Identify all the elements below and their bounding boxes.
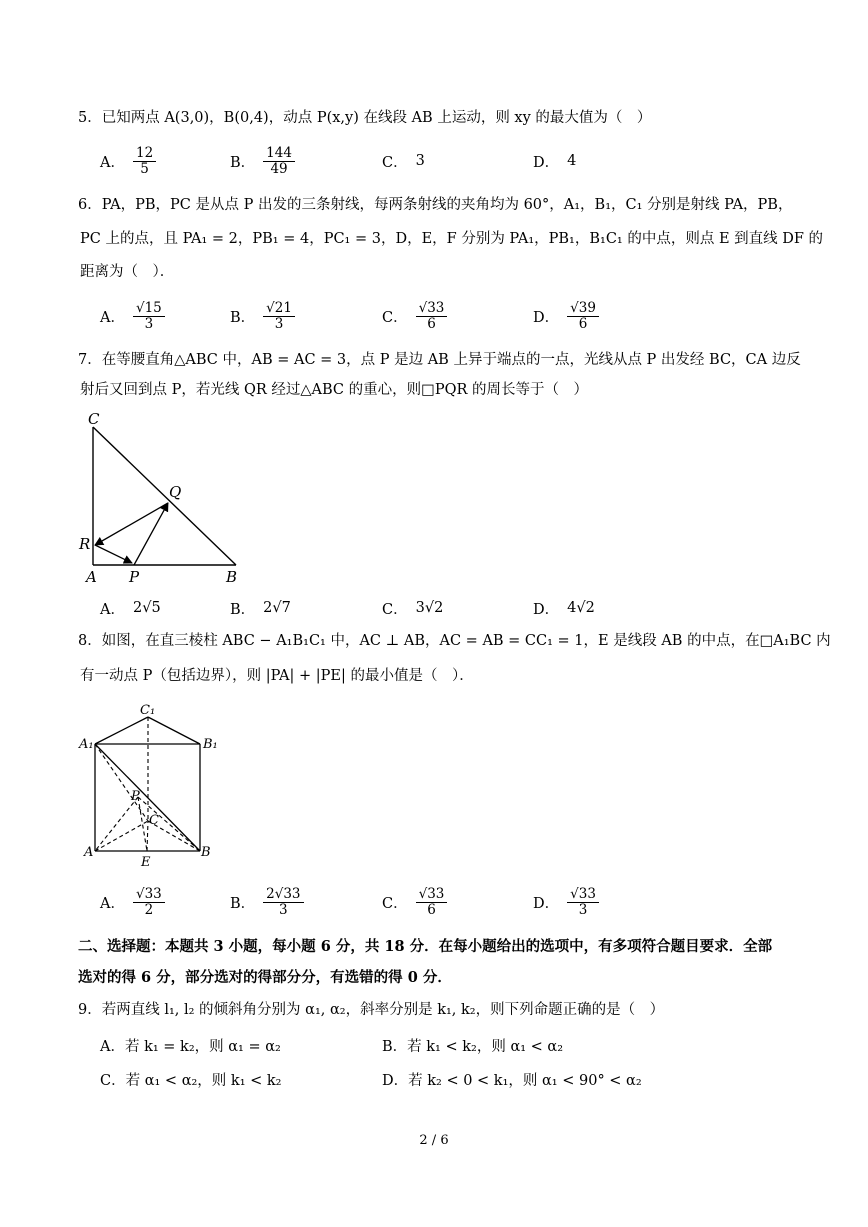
q5-option-c: C． 3 bbox=[382, 153, 425, 171]
q9-option-c: C．若 α₁ < α₂，则 k₁ < k₂ bbox=[100, 1073, 282, 1089]
q7-line1: 7．在等腰直角△ABC 中，AB = AC = 3，点 P 是边 AB 上异于端点的一点，光线从点 P 出发经 BC，CA 边反 bbox=[78, 352, 801, 368]
fraction: $\frac{√33}{2}$ bbox=[133, 887, 165, 918]
q9-option-b: B．若 k₁ < k₂，则 α₁ < α₂ bbox=[382, 1039, 564, 1055]
q8-option-b: B． $\frac{2√33}{3}$ bbox=[230, 882, 304, 922]
q6-line3: 距离为（ ）． bbox=[80, 264, 175, 280]
q8-options bbox=[100, 882, 800, 922]
q6-option-d: D． $\frac{√39}{6}$ bbox=[533, 296, 599, 336]
q7-line2: 射后又回到点 P，若光线 QR 经过△ABC 的重心，则□PQR 的周长等于（ ） bbox=[80, 382, 589, 398]
q8-prism-figure bbox=[75, 700, 235, 870]
q8-line1: 8．如图，在直三棱柱 ABC − A₁B₁C₁ 中，AC ⊥ AB，AC = AB = CC₁ = 1，E 是线段 AB 的中点，在□A₁BC 内 bbox=[78, 633, 831, 649]
side-bc bbox=[93, 427, 236, 565]
q9-stem: 9．若两直线 l₁, l₂ 的倾斜角分别为 α₁, α₂，斜率分别是 k₁, k₂，则下列命题正确的是（ ） bbox=[78, 1002, 665, 1018]
fraction: $\frac{√33}{6}$ bbox=[416, 887, 448, 918]
label-p: P bbox=[129, 568, 140, 586]
fraction: $\frac{12}{5}$ bbox=[133, 146, 156, 177]
q6-line2: PC 上的点，且 PA₁ = 2，PB₁ = 4，PC₁ = 3，D，E，F 分别为 PA₁，PB₁，B₁C₁ 的中点，则点 E 到直线 DF 的 bbox=[80, 231, 824, 247]
label-c: C bbox=[149, 813, 159, 828]
q8-option-d: D． $\frac{√33}{3}$ bbox=[533, 882, 599, 922]
fraction: $\frac{144}{49}$ bbox=[263, 146, 295, 177]
label-a: A bbox=[84, 845, 94, 860]
q6-options bbox=[100, 296, 800, 336]
label-c: C bbox=[88, 410, 100, 428]
section2-line2: 选对的得 6 分，部分选对的得部分分，有选错的得 0 分． bbox=[78, 969, 452, 986]
label-b: B bbox=[226, 568, 238, 586]
q5-options bbox=[100, 141, 800, 181]
ray-rp bbox=[95, 545, 132, 563]
q5-option-a: A． $\frac{12}{5}$ bbox=[100, 141, 156, 181]
label-c1: C₁ bbox=[140, 703, 156, 718]
q8-line2: 有一动点 P（包括边界），则 |PA| + |PE| 的最小值是（ ）． bbox=[80, 668, 474, 684]
fraction: $\frac{√15}{3}$ bbox=[133, 301, 165, 332]
label-r: R bbox=[79, 535, 91, 553]
q9-option-a: A．若 k₁ = k₂，则 α₁ = α₂ bbox=[100, 1039, 281, 1055]
q6-option-c: C． $\frac{√33}{6}$ bbox=[382, 296, 447, 336]
q6-line1: 6．PA，PB，PC 是从点 P 出发的三条射线，每两条射线的夹角均为 60°，A₁，B₁，C₁ 分别是射线 PA，PB， bbox=[78, 197, 793, 213]
fraction: $\frac{2√33}{3}$ bbox=[263, 887, 303, 918]
label-b1: B₁ bbox=[203, 737, 218, 752]
fraction: $\frac{√33}{6}$ bbox=[416, 301, 448, 332]
label-b: B bbox=[201, 845, 211, 860]
label-a1: A₁ bbox=[79, 737, 94, 752]
q8-option-a: A． $\frac{√33}{2}$ bbox=[100, 882, 165, 922]
fraction: $\frac{√21}{3}$ bbox=[263, 301, 295, 332]
section2-line1: 二、选择题：本题共 3 小题，每小题 6 分，共 18 分．在每小题给出的选项中，有多项符合题目要求．全部 bbox=[78, 938, 773, 955]
label-e: E bbox=[141, 855, 151, 870]
label-q: Q bbox=[169, 483, 182, 501]
label-p: P bbox=[131, 789, 140, 804]
q5-stem: 5．已知两点 A(3,0)，B(0,4)，动点 P(x,y) 在线段 AB 上运动，则 xy 的最大值为（ ） bbox=[78, 110, 652, 126]
q5-option-d: D． 4 bbox=[533, 153, 577, 171]
q7-option-a: A． 2√5 bbox=[100, 600, 161, 618]
q7-option-b: B． 2√7 bbox=[230, 600, 291, 618]
q9-option-d: D．若 k₂ < 0 < k₁，则 α₁ < 90° < α₂ bbox=[382, 1073, 642, 1089]
q7-triangle-figure bbox=[70, 405, 260, 590]
q8-option-c: C． $\frac{√33}{6}$ bbox=[382, 882, 447, 922]
fraction: $\frac{√39}{6}$ bbox=[567, 301, 599, 332]
q6-option-a: A． $\frac{√15}{3}$ bbox=[100, 296, 165, 336]
fraction: $\frac{√33}{3}$ bbox=[567, 887, 599, 918]
q7-option-c: C． 3√2 bbox=[382, 600, 444, 618]
label-a: A bbox=[86, 568, 97, 586]
q6-option-b: B． $\frac{√21}{3}$ bbox=[230, 296, 295, 336]
q7-options bbox=[100, 588, 800, 628]
q5-option-b: B． $\frac{144}{49}$ bbox=[230, 141, 295, 181]
q7-option-d: D． 4√2 bbox=[533, 600, 595, 618]
page-number: 2 / 6 bbox=[419, 1133, 449, 1148]
